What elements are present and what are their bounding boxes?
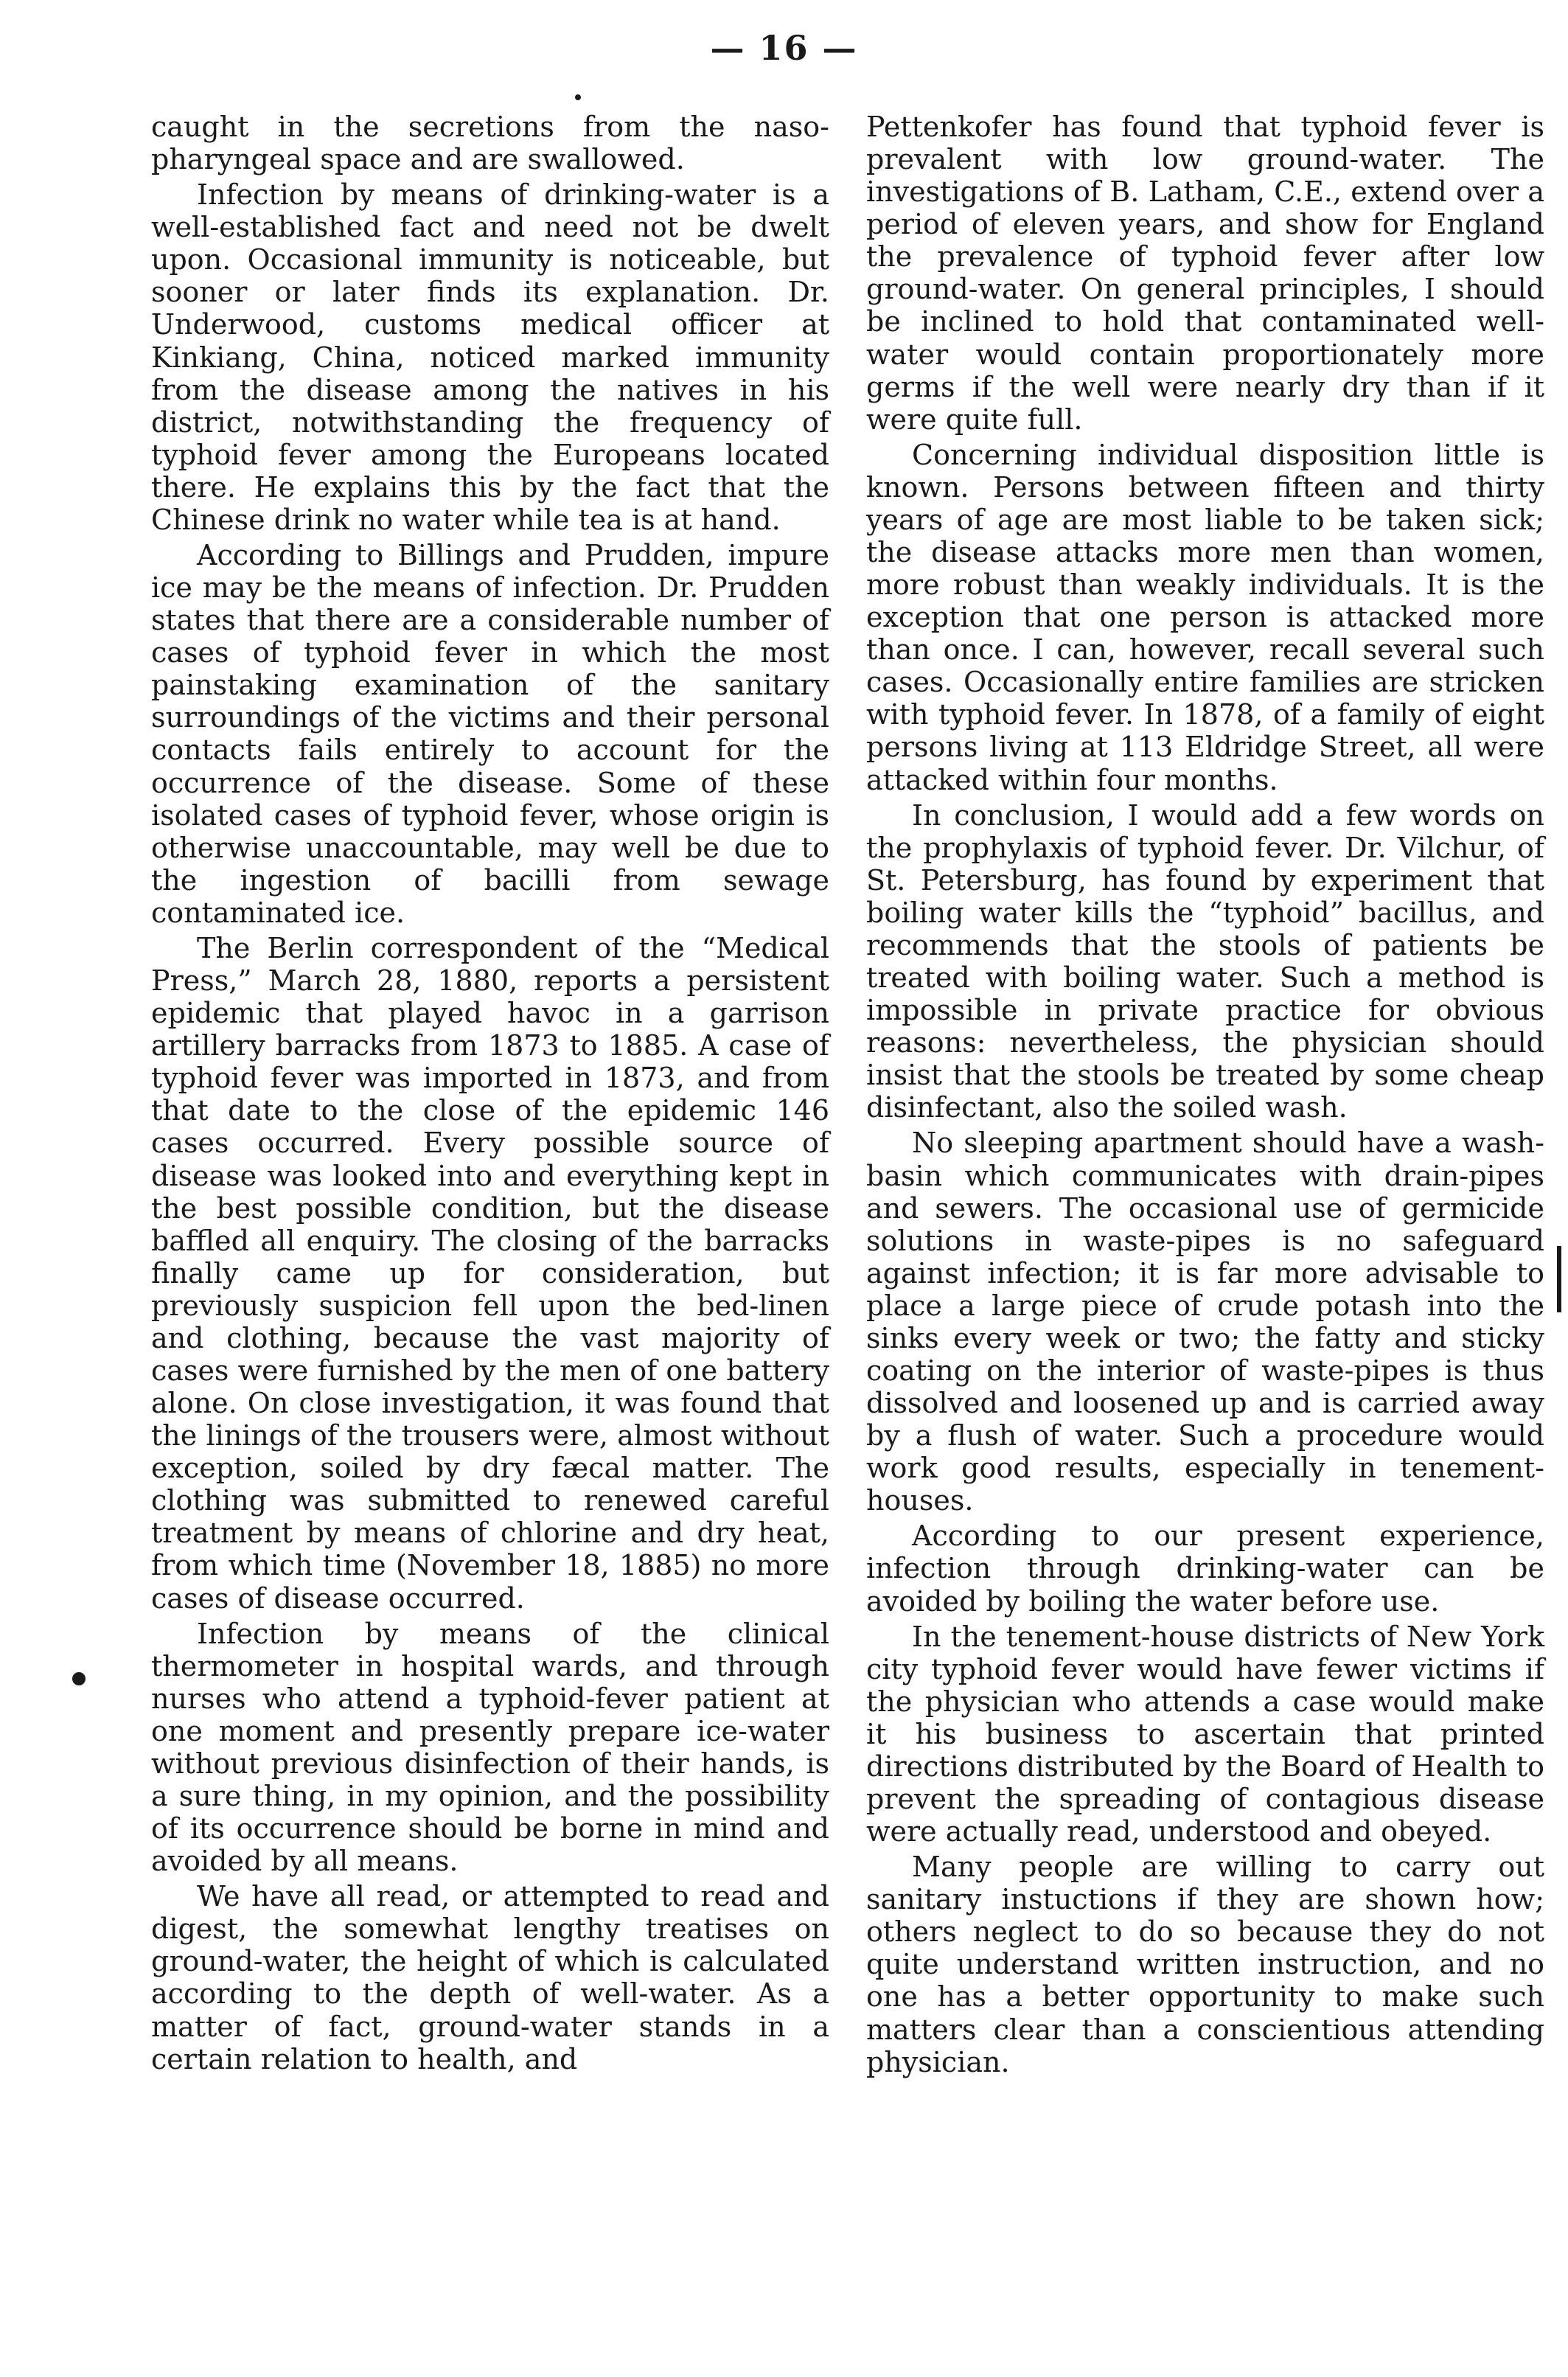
paragraph: In the tenement-house districts of New York city typhoid fever would have fewer victims if the physician who attends a case would make it his business to ascertain that printed directions distributed by the Board of Health to prevent the spreading of contagious disease were actually read, understood and obeyed.	[866, 1620, 1544, 1848]
paragraph: In conclusion, I would add a few words on the prophylaxis of typhoid fever. Dr. Vilchur, of St. Petersburg, has found by experiment that boiling water kills the “typhoid” bacillus, and recommends that the stools of patients be treated with boiling water. Such a method is impossible in private practice for obvious reasons: nevertheless, the physician should insist that the stools be treated by some cheap disinfectant, also the soiled wash.	[866, 798, 1544, 1124]
paragraph: No sleeping apartment should have a wash-basin which communicates with drain-pipes and sewers. The occasional use of germicide solutions in waste-pipes is no safeguard against infection; it is far more advisable to place a large piece of crude potash into the sinks every week or two; the fatty and sticky coating on the interior of waste-pipes is thus dissolved and loosened up and is carried away by a flush of water. Such a procedure would work good results, especially in tenement-houses.	[866, 1127, 1544, 1517]
paragraph: According to Billings and Prudden, impure ice may be the means of infection. Dr. Prudden states that there are a considerable number of cases of typhoid fever in which the most painstaking examination of the sanitary surroundings of the victims and their personal contacts fails entirely to account for the occurrence of the disease. Some of these isolated cases of typhoid fever, whose origin is otherwise unaccountable, may well be due to the ingestion of bacilli from sewage contaminated ice.	[151, 539, 829, 929]
paragraph: caught in the secretions from the naso-pharyngeal space and are swallowed.	[151, 111, 829, 176]
paragraph: Many people are willing to carry out sanitary instuctions if they are shown how; others neglect to do so because they do not quite understand written instruction, and no one has a better opportunity to make such matters clear than a conscientious attending physician.	[866, 1851, 1544, 2078]
edge-mark	[1557, 1246, 1561, 1312]
paragraph: According to our present experience, infection through drinking-water can be avoided by boiling the water before use.	[866, 1520, 1544, 1618]
ink-speck	[575, 94, 581, 100]
paragraph: Pettenkofer has found that typhoid fever is prevalent with low ground-water. The investigations of B. Latham, C.E., extend over a period of eleven years, and show for England the prevalence of typhoid fever after low ground-water. On general principles, I should be inclined to hold that contaminated well-water would contain proportionately more germs if the well were nearly dry than if it were quite full.	[866, 111, 1544, 436]
right-column	[866, 111, 1544, 2081]
paragraph: Infection by means of drinking-water is a well-established fact and need not be dwelt upon. Occasional immunity is noticeable, but sooner or later finds its explanation. Dr. Underwood, customs medical officer at Kinkiang, China, noticed marked immunity from the disease among the natives in his district, notwithstanding the frequency of typhoid fever among the Europeans located there. He explains this by the fact that the Chinese drink no water while tea is at hand.	[151, 178, 829, 536]
paragraph: The Berlin correspondent of the “Medical Press,” March 28, 1880, reports a persistent epidemic that played havoc in a garrison artillery barracks from 1873 to 1885. A case of typhoid fever was imported in 1873, and from that date to the close of the epidemic 146 cases occurred. Every possible source of disease was looked into and everything kept in the best possible condition, but the disease baffled all enquiry. The closing of the barracks finally came up for consideration, but previously suspicion fell upon the bed-linen and clothing, because the vast majority of cases were furnished by the men of one battery alone. On close investigation, it was found that the linings of the trousers were, almost without exception, soiled by dry fæcal matter. The clothing was submitted to renewed careful treatment by means of chlorine and dry heat, from which time (November 18, 1885) no more cases of disease occurred.	[151, 931, 829, 1615]
paragraph: We have all read, or attempted to read and digest, the somewhat lengthy treatises on ground-water, the height of which is calculated according to the depth of well-water. As a matter of fact, ground-water stands in a certain relation to health, and	[151, 1880, 829, 2075]
left-column	[151, 111, 829, 2078]
paragraph: Concerning individual disposition little is known. Persons between fifteen and thirty years of age are most liable to be taken sick; the disease attacks more men than women, more robust than weakly individuals. It is the exception that one person is attacked more than once. I can, however, recall several such cases. Occasionally entire families are stricken with typhoid fever. In 1878, of a family of eight persons living at 113 Eldridge Street, all were attacked within four months.	[866, 438, 1544, 796]
paragraph: Infection by means of the clinical thermometer in hospital wards, and through nurses who attend a typhoid-fever patient at one moment and presently prepare ice-water without previous disinfection of their hands, is a sure thing, in my opinion, and the possibility of its occurrence should be borne in mind and avoided by all means.	[151, 1617, 829, 1878]
margin-dot	[72, 1672, 86, 1685]
page-number: — 16 —	[710, 28, 858, 68]
